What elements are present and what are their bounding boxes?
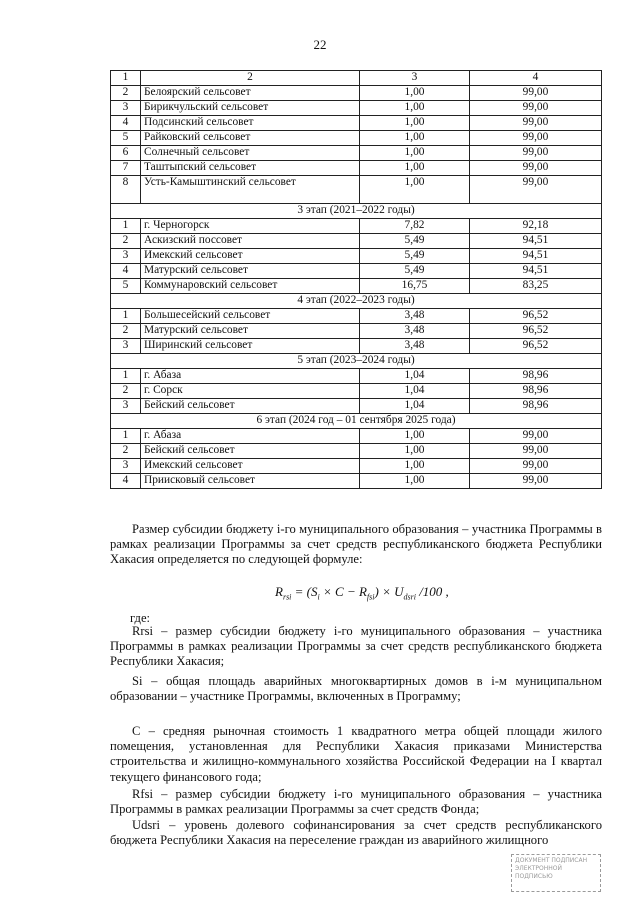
row-number: 3 — [111, 101, 141, 116]
share-fund: 99,00 — [470, 86, 602, 101]
municipality-name: Бейский сельсовет — [141, 444, 360, 459]
formula-mid: × C − — [319, 584, 359, 599]
header-cell: 4 — [470, 71, 602, 86]
signature-stamp: ДОКУМЕНТ ПОДПИСАН ЭЛЕКТРОННОЙ ПОДПИСЬЮ — [511, 854, 601, 892]
share-republic: 5,49 — [360, 234, 470, 249]
share-fund: 99,00 — [470, 176, 602, 204]
share-republic: 1,00 — [360, 146, 470, 161]
share-fund: 99,00 — [470, 101, 602, 116]
municipality-name: г. Черногорск — [141, 219, 360, 234]
share-fund: 99,00 — [470, 429, 602, 444]
share-fund: 83,25 — [470, 279, 602, 294]
share-fund: 99,00 — [470, 444, 602, 459]
municipality-name: Усть-Камыштинский сельсовет — [141, 176, 360, 204]
municipality-name: Райковский сельсовет — [141, 131, 360, 146]
share-fund: 99,00 — [470, 116, 602, 131]
row-number: 1 — [111, 219, 141, 234]
table-row — [111, 146, 602, 161]
formula-u-sub: dsri — [403, 592, 416, 602]
municipality-name: Имекский сельсовет — [141, 459, 360, 474]
share-fund: 99,00 — [470, 131, 602, 146]
formula-lhs: R — [275, 584, 283, 599]
row-number: 2 — [111, 384, 141, 399]
share-fund: 99,00 — [470, 459, 602, 474]
municipality-name: Матурский сельсовет — [141, 324, 360, 339]
stage-title: 4 этап (2022–2023 годы) — [111, 294, 602, 309]
municipality-name: Приисковый сельсовет — [141, 474, 360, 489]
header-cell: 3 — [360, 71, 470, 86]
share-republic: 1,00 — [360, 176, 470, 204]
table-row — [111, 429, 602, 444]
share-republic: 1,00 — [360, 161, 470, 176]
table-row — [111, 474, 602, 489]
formula-u: U — [394, 584, 404, 599]
table-row — [111, 264, 602, 279]
municipality-name: Имекский сельсовет — [141, 249, 360, 264]
row-number: 1 — [111, 429, 141, 444]
share-republic: 3,48 — [360, 324, 470, 339]
intro-paragraph: Размер субсидии бюджету i-го муниципального образования – участника Программы в рамках реализации Программы за счет средств республиканского бюджета Республики Хакасия определяется по следующей формуле: — [110, 522, 602, 567]
share-republic: 5,49 — [360, 264, 470, 279]
share-fund: 94,51 — [470, 249, 602, 264]
row-number: 1 — [111, 309, 141, 324]
municipality-name: г. Абаза — [141, 369, 360, 384]
share-republic: 16,75 — [360, 279, 470, 294]
formula — [275, 584, 449, 602]
formula-s-sub: i — [317, 592, 320, 602]
row-number: 3 — [111, 459, 141, 474]
stage-title: 5 этап (2023–2024 годы) — [111, 354, 602, 369]
table-row — [111, 101, 602, 116]
row-number: 2 — [111, 86, 141, 101]
share-republic: 1,04 — [360, 369, 470, 384]
table-row — [111, 459, 602, 474]
table-header-row — [111, 71, 602, 86]
share-fund: 96,52 — [470, 309, 602, 324]
share-republic: 1,04 — [360, 399, 470, 414]
municipality-name: Белоярский сельсовет — [141, 86, 360, 101]
row-number: 6 — [111, 146, 141, 161]
page-number: 22 — [313, 37, 327, 52]
row-number: 2 — [111, 234, 141, 249]
share-republic: 3,48 — [360, 339, 470, 354]
formula-close: ) × — [374, 584, 395, 599]
definition-s: Si – общая площадь аварийных многоквартирных домов в i-м муниципальном образовании – участнике Программы, включенных в Программу; — [110, 674, 602, 704]
table-body — [111, 71, 602, 489]
formula-rf: R — [358, 584, 367, 599]
municipality-name: Бейский сельсовет — [141, 399, 360, 414]
row-number: 2 — [111, 324, 141, 339]
municipality-name: Аскизский поссовет — [141, 234, 360, 249]
share-republic: 1,04 — [360, 384, 470, 399]
share-republic: 1,00 — [360, 131, 470, 146]
municipality-name: Солнечный сельсовет — [141, 146, 360, 161]
table-row — [111, 86, 602, 101]
table-row — [111, 131, 602, 146]
definition-u: Udsri – уровень долевого софинансирования за счет средств республиканского бюджета Республики Хакасия на переселение граждан из аварийного жилищного — [110, 818, 602, 848]
share-fund: 99,00 — [470, 146, 602, 161]
municipality-name: Большесейский сельсовет — [141, 309, 360, 324]
municipality-name: Бирикчульский сельсовет — [141, 101, 360, 116]
formula-eq: = ( — [291, 584, 312, 599]
share-republic: 1,00 — [360, 474, 470, 489]
municipality-name: Матурский сельсовет — [141, 264, 360, 279]
share-fund: 98,96 — [470, 399, 602, 414]
table-row — [111, 399, 602, 414]
share-republic: 1,00 — [360, 101, 470, 116]
row-number: 1 — [111, 369, 141, 384]
formula-tail: /100 , — [415, 584, 449, 599]
share-fund: 98,96 — [470, 384, 602, 399]
stage-row — [111, 204, 602, 219]
stage-row — [111, 414, 602, 429]
share-republic: 1,00 — [360, 459, 470, 474]
share-fund: 99,00 — [470, 474, 602, 489]
municipality-name: Ширинский сельсовет — [141, 339, 360, 354]
table-row — [111, 234, 602, 249]
share-fund: 92,18 — [470, 219, 602, 234]
stage-row — [111, 354, 602, 369]
stage-row — [111, 294, 602, 309]
table-row — [111, 116, 602, 131]
stage-title: 6 этап (2024 год – 01 сентября 2025 года) — [111, 414, 602, 429]
row-number: 2 — [111, 444, 141, 459]
municipality-name: г. Сорск — [141, 384, 360, 399]
data-table — [110, 70, 602, 489]
share-republic: 1,00 — [360, 86, 470, 101]
municipality-name: г. Абаза — [141, 429, 360, 444]
municipality-name: Таштыпский сельсовет — [141, 161, 360, 176]
share-fund: 98,96 — [470, 369, 602, 384]
table-row — [111, 324, 602, 339]
formula-lhs-sub: rsi — [282, 592, 292, 602]
share-fund: 96,52 — [470, 324, 602, 339]
table-row — [111, 339, 602, 354]
share-republic: 1,00 — [360, 116, 470, 131]
share-republic: 1,00 — [360, 444, 470, 459]
table-row — [111, 176, 602, 204]
formula-rf-sub: fsi — [366, 592, 375, 602]
formula-s: S — [311, 584, 318, 599]
row-number: 3 — [111, 339, 141, 354]
table-row — [111, 279, 602, 294]
share-republic: 7,82 — [360, 219, 470, 234]
stage-title: 3 этап (2021–2022 годы) — [111, 204, 602, 219]
table-row — [111, 384, 602, 399]
row-number: 4 — [111, 264, 141, 279]
header-cell: 2 — [141, 71, 360, 86]
table-row — [111, 369, 602, 384]
share-republic: 1,00 — [360, 429, 470, 444]
table-row — [111, 444, 602, 459]
share-republic: 3,48 — [360, 309, 470, 324]
definition-rf: Rfsi – размер субсидии бюджету i-го муниципального образования – участника Программы в рамках реализации Программы за счет средств Фонда; — [110, 787, 602, 817]
row-number: 3 — [111, 399, 141, 414]
share-republic: 5,49 — [360, 249, 470, 264]
row-number: 4 — [111, 474, 141, 489]
share-fund: 99,00 — [470, 161, 602, 176]
row-number: 4 — [111, 116, 141, 131]
definition-r: Rrsi – размер субсидии бюджету i-го муниципального образования – участника Программы в рамках реализации Программы за счет средств республиканского бюджета Республики Хакасия; — [110, 624, 602, 669]
municipality-name: Подсинский сельсовет — [141, 116, 360, 131]
table-row — [111, 249, 602, 264]
row-number: 8 — [111, 176, 141, 204]
row-number: 7 — [111, 161, 141, 176]
municipality-name: Коммунаровский сельсовет — [141, 279, 360, 294]
table-row — [111, 309, 602, 324]
row-number: 3 — [111, 249, 141, 264]
share-fund: 94,51 — [470, 234, 602, 249]
row-number: 5 — [111, 279, 141, 294]
where-label: где: — [130, 611, 151, 625]
share-fund: 96,52 — [470, 339, 602, 354]
table-row — [111, 161, 602, 176]
row-number: 5 — [111, 131, 141, 146]
table-row — [111, 219, 602, 234]
header-cell: 1 — [111, 71, 141, 86]
definition-c: С – средняя рыночная стоимость 1 квадратного метра общей площади жилого помещения, установленная для Республики Хакасия приказами Министерства строительства и жилищно-коммунального хозяйства Российской Федерации на I квартал текущего финансового года; — [110, 724, 602, 784]
share-fund: 94,51 — [470, 264, 602, 279]
